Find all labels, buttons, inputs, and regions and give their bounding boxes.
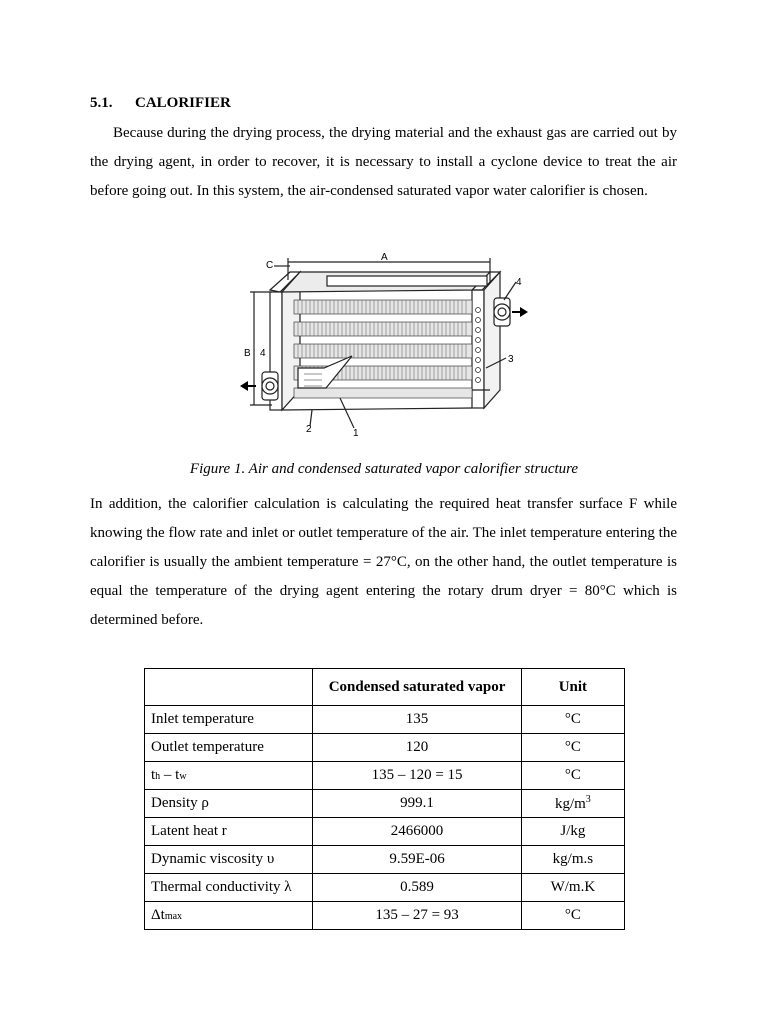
table-header-row — [145, 669, 625, 706]
row-value: 0.589 — [313, 874, 521, 902]
row-label: Δtmax — [145, 902, 313, 930]
label-4-right: 4 — [516, 277, 522, 288]
table-row — [145, 790, 625, 818]
row-label: Density ρ — [145, 790, 313, 818]
row-value: 135 – 27 = 93 — [313, 902, 521, 930]
table-row — [145, 762, 625, 790]
table-row — [145, 874, 625, 902]
table-row — [145, 846, 625, 874]
row-unit: W/m.K — [521, 874, 624, 902]
row-unit: °C — [521, 706, 624, 734]
outlet-arrow-icon — [240, 381, 248, 391]
label-4-left: 4 — [260, 348, 266, 359]
table-row — [145, 902, 625, 930]
row-label: Outlet temperature — [145, 734, 313, 762]
label-3: 3 — [508, 354, 514, 365]
section-number: 5.1. — [90, 95, 113, 111]
paragraph-calculation: In addition, the calorifier calculation is calculating the required heat transfer surface F while knowing the flow rate and inlet or outlet temperature of the air. The inlet temperature entering the calorifier is usually the ambient temperature = 27°C, on the other hand, the outlet temperature is equal the temperature of the drying agent entering the rotary drum dryer = 80°C which is determined before. — [90, 496, 677, 628]
row-label: Latent heat r — [145, 818, 313, 846]
properties-table — [144, 668, 625, 930]
label-2: 2 — [306, 424, 312, 435]
table-header-vapor: Condensed saturated vapor — [313, 669, 521, 706]
calorifier-diagram — [232, 250, 532, 450]
table-row — [145, 706, 625, 734]
row-value: 9.59E-06 — [313, 846, 521, 874]
row-unit: °C — [521, 734, 624, 762]
row-unit: °C — [521, 762, 624, 790]
row-label: Dynamic viscosity υ — [145, 846, 313, 874]
table-header-unit: Unit — [521, 669, 624, 706]
row-unit: kg/m.s — [521, 846, 624, 874]
label-c: C — [266, 260, 274, 271]
table-row — [145, 734, 625, 762]
row-label: th – tw — [145, 762, 313, 790]
row-value: 135 – 120 = 15 — [313, 762, 521, 790]
row-value: 120 — [313, 734, 521, 762]
condensate-outlet-flange — [262, 372, 278, 400]
paragraph-intro: Because during the drying process, the drying material and the exhaust gas are carried out by the drying agent, in order to recover, it is necessary to install a cyclone device to treat the air before going out. In this system, the air-condensed saturated vapor water calorifier is chosen. — [90, 125, 677, 199]
row-label: Inlet temperature — [145, 706, 313, 734]
row-value: 2466000 — [313, 818, 521, 846]
row-value: 999.1 — [313, 790, 521, 818]
section-heading — [90, 95, 231, 112]
label-a: A — [381, 252, 388, 263]
section-title: CALORIFIER — [135, 95, 231, 111]
inlet-arrow-icon — [520, 307, 528, 317]
label-1: 1 — [353, 428, 359, 439]
steam-inlet-flange — [494, 298, 510, 326]
row-unit: °C — [521, 902, 624, 930]
figure-caption: Figure 1. Air and condensed saturated vapor calorifier structure — [189, 461, 579, 477]
table-row — [145, 818, 625, 846]
label-b: B — [244, 348, 251, 359]
row-value: 135 — [313, 706, 521, 734]
row-label: Thermal conductivity λ — [145, 874, 313, 902]
table-header-empty — [145, 669, 313, 706]
row-unit: $kg/m^3$ — [521, 790, 624, 818]
row-unit: J/kg — [521, 818, 624, 846]
